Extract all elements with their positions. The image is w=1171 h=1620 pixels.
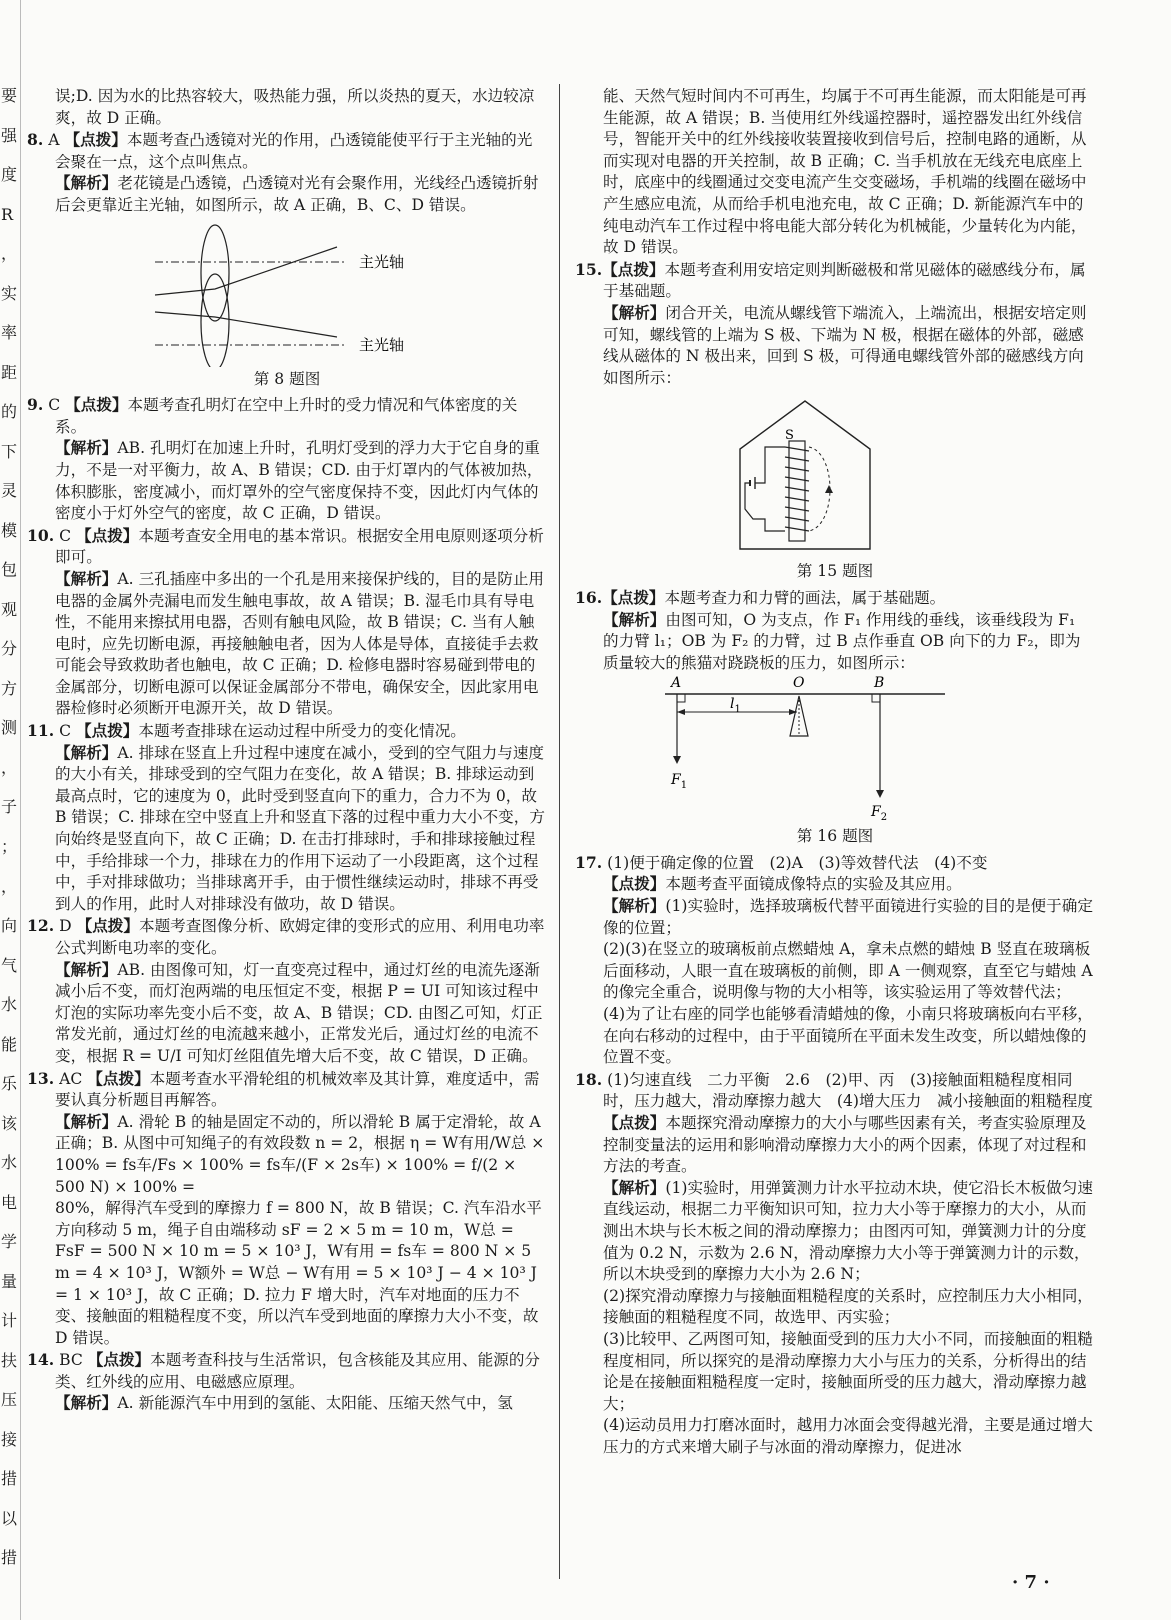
point-a-label: A	[671, 675, 682, 692]
analysis-text: 闭合开关，电流从螺线管下端流入，上端流出，根据安培定则可知，螺线管的上端为 S 极、下端为 N 极，根据在磁体的外部，磁感线从磁体的 N 极出来，回到 S 极，可得通电螺线管外部的磁感线方向如图所示：	[603, 303, 1087, 387]
analysis-tag: 【解析】	[603, 303, 666, 322]
right-column	[575, 86, 1095, 1459]
analysis-text-2: (2)探究滑动摩擦力与接触面粗糙程度的关系时，应控制压力大小相同，接触面的粗糙程度不同，故选甲、丙实验；	[603, 1286, 1093, 1327]
question-17	[575, 852, 1095, 1069]
tip-tag: 【点拨】	[87, 1069, 150, 1088]
edge-char: ；	[1, 837, 18, 856]
edge-char: 电	[1, 1193, 18, 1212]
tip-tag: 【点拨】	[87, 1351, 151, 1370]
edge-char: 该	[1, 1114, 18, 1133]
figure-caption: 第 16 题图	[796, 827, 874, 846]
tip-text: 本题考查安全用电的基本常识。根据安全用电原则逐项分析即可。	[55, 526, 544, 567]
figure-caption: 第 15 题图	[796, 562, 874, 581]
axis-label-1: 主光轴	[359, 252, 405, 271]
continuation-text: 能、天然气短时间内不可再生，均属于不可再生能源，而太阳能是可再生能源，故 A 错误；B. 当使用红外线遥控器时，遥控器发出红外线信号，智能开关中的红外线接收装置接收到信号后，控制电路的通断，从而实现对电器的开关控制，故 B 正确；C. 当手机放在无线充电底座上时，底座中的线圈通过交变电流产生交变磁场，手机端的线圈在磁场中产生感应电流，从而给手机电池充电，故 C 正确；D. 新能源汽车中的纯电动汽车工作过程中将电能大部分转化为机械能，少量转化为内能，故 D 错误。	[603, 87, 1087, 257]
edge-char: ，	[1, 244, 18, 263]
tip-text: 本题考查科技与生活常识，包含核能及其应用、能源的分类、红外线的应用、电磁感应原理。	[55, 1351, 541, 1391]
question-number: 13.	[27, 1068, 55, 1088]
analysis-tag: 【解析】	[55, 174, 118, 193]
analysis-tag: 【解析】	[55, 1394, 118, 1413]
page-number: · 7 ·	[1012, 1572, 1050, 1593]
edge-char: 能	[1, 1035, 18, 1054]
analysis-tag: 【解析】	[603, 897, 666, 916]
right-angle-mark-b	[872, 694, 880, 702]
figure-caption: 第 8 题图	[253, 369, 321, 388]
question-14	[27, 1349, 547, 1415]
analysis-text: AB. 孔明灯在加速上升时，孔明灯受到的浮力大于它自身的重力，不是一对平衡力，故 A、B 错误；CD. 由于灯罩内的气体被加热，体积膨胀，密度减小，而灯罩外的空气密度保持不变，因此灯内气体的密度小于灯外空气的密度，故 C 正确，D 错误。	[55, 439, 543, 523]
analysis-text: (1)实验时，选择玻璃板代替平面镜进行实验的目的是便于确定像的位置；	[603, 897, 1093, 937]
tip-text: 本题考查排球在运动过程中所受力的变化情况。	[138, 722, 466, 741]
question-15	[575, 259, 1095, 583]
answer: C	[59, 722, 72, 741]
analysis-text: AB. 由图像可知，灯一直变亮过程中，通过灯丝的电流先逐渐减小后不变，而灯泡两端的电压恒定不变，根据 P = UI 可知该过程中灯泡的实际功率先变小后不变，故 A、B 错误；CD. 由图乙可知，灯正常发光前，通过灯丝的电流越来越小，正常发光后，通过灯丝的电流不变，根据 R = U/I 可知灯丝阻值先增大后不变，故 C 错误，D 正确。	[55, 960, 543, 1065]
analysis-text-cont: 80%，解得汽车受到的摩擦力 f = 800 N，故 B 错误；C. 汽车沿水平方向移动 5 m，绳子自由端移动 sF = 2 × 5 m = 10 m，W总 = FsF = 500 N × 10 m = 5 × 10³ J，W有用 = fs车 = 800 N × 5 m = 4 × 10³ J，W额外 = W总 − W有用 = 5 × 10³ J − 4 × 10³ J = 1 × 10³ J，故 C 正确；D. 拉力 F 增大时，汽车对地面的压力不变、接触面的粗糙程度不变，所以汽车受到地面的摩擦力大小不变，故 D 错误。	[55, 1199, 542, 1347]
column-divider	[559, 84, 560, 1579]
question-10	[27, 525, 547, 720]
question-number: 18.	[575, 1069, 603, 1089]
analysis-tag: 【解析】	[603, 1178, 666, 1197]
edge-char: 向	[1, 916, 18, 935]
wire-top	[755, 447, 785, 483]
edge-char: 气	[1, 956, 18, 975]
question-18	[575, 1069, 1095, 1459]
tip-tag: 【点拨】	[603, 1114, 666, 1132]
edge-char: 包	[1, 560, 18, 579]
edge-char: 模	[1, 521, 18, 540]
tip-tag: 【点拨】	[602, 260, 665, 279]
analysis-text-3: (3)比较甲、乙两图可知，接触面受到的压力大小不同，而接触面的粗糙程度相同，所以探究的是滑动摩擦力大小与压力的关系，分析得出的结论是在接触面粗糙程度一定时，接触面所受的压力越大，滑动摩擦力越大；	[603, 1329, 1093, 1413]
edge-char: 度	[1, 165, 18, 184]
tip-text: 本题考查利用安培定则判断磁极和常见磁体的磁感线分布，属于基础题。	[603, 260, 1086, 301]
magnetic-field-line	[809, 447, 830, 531]
point-b-label: B	[874, 675, 885, 692]
arm-l1-label: $l_1$	[730, 696, 741, 716]
tip-tag: 【点拨】	[603, 875, 666, 894]
tip-text: 本题探究滑动摩擦力的大小与哪些因素有关，考查实验原理及控制变量法的运用和影响滑动摩擦力大小的两个因素，体现了对过程和方法的考查。	[603, 1114, 1087, 1176]
edge-char: 扶	[1, 1351, 18, 1370]
question-number: 8.	[27, 130, 44, 150]
answer: D	[59, 917, 72, 936]
analysis-tag: 【解析】	[55, 960, 118, 979]
edge-char: 措	[1, 1469, 18, 1488]
analysis-text: A. 新能源汽车中用到的氢能、太阳能、压缩天然气中，氢	[117, 1394, 513, 1413]
tip-text: 本题考查水平滑轮组的机械效率及其计算，难度适中，需要认真分析题目再解答。	[55, 1069, 540, 1110]
continuation-text: 误;D. 因为水的比热容较大，吸热能力强，所以炎热的夏天，水边较凉爽，故 D 正确。	[55, 87, 535, 127]
edge-char: 方	[1, 679, 18, 698]
question-number: 11.	[27, 721, 55, 741]
previous-page-edge	[0, 0, 21, 1620]
light-ray-1	[155, 247, 337, 295]
lens-figure	[27, 217, 547, 367]
edge-char: 距	[1, 363, 18, 382]
analysis-tag: 【解析】	[55, 569, 118, 588]
point-o-label: O	[793, 675, 805, 692]
question-number: 16.	[575, 587, 603, 607]
edge-char: 率	[1, 323, 18, 342]
tip-tag: 【点拨】	[64, 131, 127, 150]
axis-label-2: 主光轴	[359, 335, 405, 354]
question-11	[27, 720, 547, 915]
analysis-text: 由图可知，O 为支点，作 F₁ 作用线的垂线，该垂线段为 F₁ 的力臂 l₁；OB 为 F₂ 的力臂，过 B 点作垂直 OB 向下的力 F₂，即为质量较大的熊猫对跷跷板的压力，如图所示：	[603, 610, 1081, 672]
tip-text: 本题考查凸透镜对光的作用，凸透镜能使平行于主光轴的光会聚在一点，这个点叫焦点。	[55, 131, 533, 171]
tip-tag: 【点拨】	[76, 917, 139, 936]
left-column	[27, 86, 547, 1415]
force-f2-arrow	[876, 790, 884, 798]
force-f1-label: $F_1$	[671, 772, 688, 792]
analysis-text: A. 排球在竖直上升过程中速度在减小，受到的空气阻力与速度的大小有关，排球受到的空气阻力在变化，故 A 错误；B. 排球运动到最高点时，它的速度为 0，此时受到竖直向下的重力，合力不为 0，故 B 错误；C. 排球在空中竖直上升和竖直下落的过程中重力大小不变，方向始终是竖直向下，故 C 正确；D. 在击打排球时，手和排球接触过程中，手给排球一个力，排球在力的作用下运动了一小段距离，这个过程中，手对排球做功；当排球离开手，由于惯性继续运动时，排球不再受到人的作用，此时人对排球没有做功，故 D 错误。	[55, 743, 545, 913]
force-f2-label: $F_2$	[871, 804, 888, 824]
arm-l1-arrow-left	[677, 709, 685, 715]
edge-char: 灵	[1, 481, 18, 500]
edge-char: ，	[1, 877, 18, 896]
edge-char: 措	[1, 1548, 18, 1567]
tip-tag: 【点拨】	[76, 526, 139, 545]
analysis-text-3: (4)为了让右座的同学也能够看清蜡烛的像，小南只将玻璃板向右平移，在向右移动的过程中，由于平面镜所在平面未发生改变，所以蜡烛像的位置不变。	[603, 1005, 1093, 1067]
edge-char: 子	[1, 797, 18, 816]
edge-char: 测	[1, 718, 18, 737]
analysis-text: A. 三孔插座中多出的一个孔是用来接保护线的，目的是防止用电器的金属外壳漏电而发生触电事故，故 A 错误；B. 湿毛巾具有导电性，不能用来擦拭用电器，否则有触电风险，故 B 错误；C. 当有人触电时，应先切断电源，再接触触电者，因为人体是导体，直接徒手去救可能会导致救助者也触电，故 C 正确；D. 检修电器时容易碰到带电的金属部分，切断电源可以保证金属部分不带电，确保安全，因此家用电器检修时必须断开电源开关，故 D 错误。	[55, 569, 545, 718]
convex-lens-upper	[201, 225, 229, 321]
edge-char: 以	[1, 1509, 18, 1528]
question-number: 15.	[575, 259, 603, 279]
question-number: 17.	[575, 852, 603, 872]
answer: BC	[59, 1351, 83, 1370]
edge-char: 下	[1, 442, 18, 461]
analysis-tag: 【解析】	[55, 1112, 118, 1131]
edge-char: 水	[1, 995, 18, 1014]
edge-char: 实	[1, 284, 18, 303]
edge-char: 接	[1, 1430, 18, 1449]
tip-text: 本题考查孔明灯在空中上升时的受力情况和气体密度的关系。	[55, 396, 518, 436]
tip-tag: 【点拨】	[65, 396, 128, 415]
edge-char: 乐	[1, 1074, 18, 1093]
efficiency-equation: 100% = fs车/Fs × 100% = fs车/(F × 2s车) × 100% = f/(2 × 500 N) × 100% =	[55, 1155, 517, 1196]
edge-char: 分	[1, 639, 18, 658]
analysis-text-4: (4)运动员用力打磨冰面时，越用力冰面会变得越光滑，主要是通过增大压力的方式来增大刷子与冰面的滑动摩擦力，促进冰	[603, 1416, 1093, 1456]
answer: C	[48, 396, 61, 415]
right-angle-mark-a	[677, 694, 685, 702]
analysis-text: (1)实验时，用弹簧测力计水平拉动木块，使它沿长木板做匀速直线运动，根据二力平衡知识可知，拉力大小等于摩擦力的大小，从而测出木块与长木板之间的滑动摩擦力；由图丙可知，弹簧测力计的分度值为 0.2 N，示数为 2.6 N，滑动摩擦力大小等于弹簧测力计的示数，所以木块受到的摩擦力大小为 2.6 N；	[603, 1178, 1093, 1284]
answer: C	[59, 526, 72, 545]
edge-char: ，	[1, 758, 18, 777]
analysis-text-2: (2)(3)在竖立的玻璃板前点燃蜡烛 A，拿未点燃的蜡烛 B 竖直在玻璃板后面移动，人眼一直在玻璃板的前侧，即 A 一侧观察，直至它与蜡烛 A 的像完全重合，说明像与物的大小相等，该实验运用了等效替代法；	[603, 940, 1093, 1002]
tip-tag: 【点拨】	[76, 722, 139, 741]
tip-text: 本题考查力和力臂的画法，属于基础题。	[664, 588, 946, 607]
question-number: 12.	[27, 916, 55, 936]
analysis-text: A. 滑轮 B 的轴是固定不动的，所以滑轮 B 属于定滑轮，故 A 正确；B. 从图中可知绳子的有效段数 n = 2，根据 η = W有用/W总 ×	[55, 1112, 545, 1153]
question-number: 10.	[27, 525, 55, 545]
question-13	[27, 1068, 547, 1350]
analysis-tag: 【解析】	[55, 439, 118, 458]
tip-text: 本题考查平面镜成像特点的实验及其应用。	[665, 875, 962, 894]
analysis-tag: 【解析】	[55, 743, 118, 762]
tip-text: 本题考查图像分析、欧姆定律的变形式的应用、利用电功率公式判断电功率的变化。	[55, 917, 545, 957]
question-12	[27, 915, 547, 1067]
switch-wire	[745, 483, 785, 531]
edge-char: 观	[1, 600, 18, 619]
edge-char: 强	[1, 126, 18, 145]
edge-char: 水	[1, 1153, 18, 1172]
question-8	[27, 129, 547, 390]
pole-label-s: S	[785, 428, 794, 444]
question-number: 9.	[27, 395, 44, 415]
answer: A	[48, 131, 60, 150]
answer: (1)便于确定像的位置 (2)A (3)等效替代法 (4)不变	[607, 853, 988, 872]
question-9	[27, 394, 547, 525]
question-16	[575, 587, 1095, 848]
analysis-tag: 【解析】	[603, 610, 666, 629]
edge-char: 学	[1, 1232, 18, 1251]
edge-char: 量	[1, 1272, 18, 1291]
answer: AC	[59, 1069, 83, 1088]
analysis-text: 老花镜是凸透镜，凸透镜对光有会聚作用，光线经凸透镜折射后会更靠近主光轴，如图所示，故 A 正确，B、C、D 错误。	[55, 174, 539, 214]
force-f1-arrow	[673, 756, 681, 764]
field-arrow	[825, 485, 833, 493]
edge-char: 压	[1, 1390, 18, 1409]
tip-tag: 【点拨】	[602, 588, 665, 607]
edge-char: R	[1, 205, 14, 224]
light-ray-2	[155, 312, 337, 337]
edge-char: 计	[1, 1311, 18, 1330]
edge-char: 要	[1, 86, 18, 105]
lever-figure	[575, 674, 1095, 824]
question-number: 14.	[27, 1350, 55, 1370]
edge-char: 的	[1, 402, 18, 421]
answer: (1)匀速直线 二力平衡 2.6 (2)甲、丙 (3)接触面粗糙程度相同时，压力越大，滑动摩擦力越大 (4)增大压力 减小接触面的粗糙程度	[603, 1070, 1093, 1111]
solenoid-figure	[575, 389, 1095, 559]
solenoid-core	[789, 441, 805, 541]
